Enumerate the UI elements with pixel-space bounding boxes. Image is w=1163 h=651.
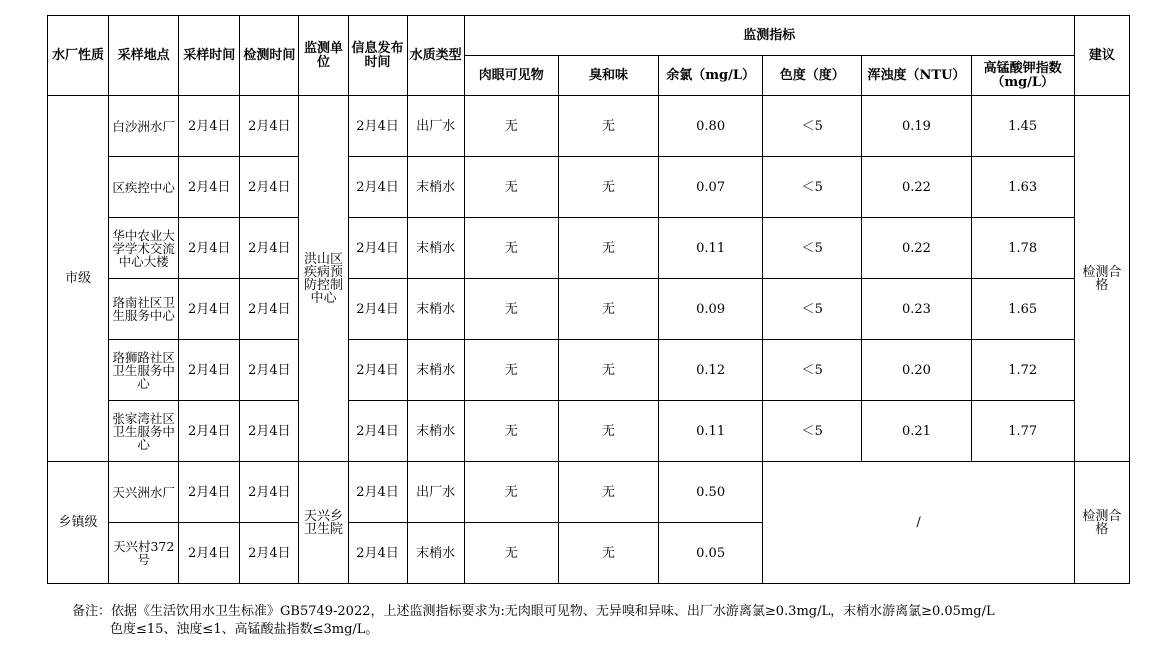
header-indicators: 监测指标: [464, 16, 1074, 56]
water-type: 出厂水: [407, 462, 464, 523]
test-date: 2月4日: [240, 218, 299, 279]
sample-date: 2月4日: [179, 523, 240, 584]
visible-matter: 无: [464, 157, 558, 218]
turbidity: 0.21: [862, 401, 971, 462]
kmno4: 1.45: [971, 96, 1074, 157]
chlorine: 0.12: [659, 340, 763, 401]
water-type: 末梢水: [407, 340, 464, 401]
test-date: 2月4日: [240, 401, 299, 462]
visible-matter: 无: [464, 218, 558, 279]
publish-date: 2月4日: [348, 218, 407, 279]
water-type: 末梢水: [407, 401, 464, 462]
sampling-site-text: 珞狮路社区卫生服务中心: [112, 349, 175, 391]
sampling-site-text: 天兴洲水厂: [112, 484, 175, 500]
table-row: [48, 279, 1130, 340]
table-row: [48, 462, 1130, 523]
header-unit: 监测单位: [299, 16, 348, 96]
header-visible-matter: 肉眼可见物: [464, 56, 558, 96]
advice-text: 检测合格: [1082, 264, 1122, 293]
odor: 无: [558, 218, 658, 279]
sampling-site: [109, 279, 179, 340]
turbidity: 0.19: [862, 96, 971, 157]
odor: 无: [558, 96, 658, 157]
plant-level: 市级: [48, 96, 109, 462]
chlorine: 0.50: [659, 462, 763, 523]
turbidity: 0.22: [862, 218, 971, 279]
footnote-line-2: 色度≤15、浊度≤1、高锰酸盐指数≤3mg/L。: [110, 622, 379, 637]
sampling-site-text: 天兴村372号: [112, 539, 175, 567]
sample-date: 2月4日: [179, 157, 240, 218]
header-sample-time: 采样时间: [179, 16, 240, 96]
publish-date: 2月4日: [348, 157, 407, 218]
header-site: 采样地点: [109, 16, 179, 96]
test-date: 2月4日: [240, 157, 299, 218]
sample-date: 2月4日: [179, 462, 240, 523]
odor: 无: [558, 401, 658, 462]
kmno4: 1.72: [971, 340, 1074, 401]
table-row: [48, 157, 1130, 218]
advice: [1074, 462, 1129, 584]
table-row: [48, 340, 1130, 401]
chlorine: 0.09: [659, 279, 763, 340]
sample-date: 2月4日: [179, 401, 240, 462]
sampling-site: [109, 523, 179, 584]
sampling-site: [109, 96, 179, 157]
chlorine: 0.11: [659, 401, 763, 462]
water-type: 末梢水: [407, 279, 464, 340]
color: ＜5: [763, 401, 862, 462]
header-test-time: 检测时间: [240, 16, 299, 96]
sampling-site: [109, 340, 179, 401]
sampling-site-text: 珞南社区卫生服务中心: [112, 295, 175, 323]
chlorine: 0.80: [659, 96, 763, 157]
header-kmno4: 高锰酸钾指数（mg/L）: [971, 56, 1074, 96]
header-advice: 建议: [1074, 16, 1129, 96]
plant-level: 乡镇级: [48, 462, 109, 584]
chlorine: 0.05: [659, 523, 763, 584]
turbidity: 0.23: [862, 279, 971, 340]
visible-matter: 无: [464, 523, 558, 584]
color: ＜5: [763, 340, 862, 401]
sample-date: 2月4日: [179, 340, 240, 401]
header-color: 色度（度）: [763, 56, 862, 96]
sampling-site-text: 张家湾社区卫生服务中心: [112, 410, 175, 452]
footnote: [72, 603, 1152, 639]
header-odor: 臭和味: [558, 56, 658, 96]
water-type: 末梢水: [407, 523, 464, 584]
chlorine: 0.07: [659, 157, 763, 218]
kmno4: 1.78: [971, 218, 1074, 279]
publish-date: 2月4日: [348, 523, 407, 584]
monitoring-unit-text: 天兴乡卫生院: [303, 508, 343, 537]
color: ＜5: [763, 96, 862, 157]
monitoring-unit-text: 洪山区疾病预防控制中心: [303, 251, 343, 306]
monitoring-unit: [299, 96, 348, 462]
publish-date: 2月4日: [348, 340, 407, 401]
sample-date: 2月4日: [179, 96, 240, 157]
sampling-site: [109, 401, 179, 462]
water-type: 出厂水: [407, 96, 464, 157]
publish-date: 2月4日: [348, 462, 407, 523]
turbidity: 0.22: [862, 157, 971, 218]
test-date: 2月4日: [240, 279, 299, 340]
turbidity: 0.20: [862, 340, 971, 401]
chlorine: 0.11: [659, 218, 763, 279]
color: ＜5: [763, 218, 862, 279]
sampling-site: [109, 218, 179, 279]
odor: 无: [558, 462, 658, 523]
test-date: 2月4日: [240, 523, 299, 584]
header-turbidity: 浑浊度（NTU）: [862, 56, 971, 96]
advice-text: 检测合格: [1082, 508, 1122, 537]
not-applicable: /: [763, 462, 1075, 584]
odor: 无: [558, 340, 658, 401]
visible-matter: 无: [464, 401, 558, 462]
sampling-site: [109, 462, 179, 523]
table-row: [48, 218, 1130, 279]
visible-matter: 无: [464, 462, 558, 523]
water-type: 末梢水: [407, 218, 464, 279]
monitoring-unit: [299, 462, 348, 584]
color: ＜5: [763, 157, 862, 218]
table-row: [48, 96, 1130, 157]
water-type: 末梢水: [407, 157, 464, 218]
visible-matter: 无: [464, 96, 558, 157]
header-publish-time: 信息发布时间: [348, 16, 407, 96]
visible-matter: 无: [464, 340, 558, 401]
table-row: [48, 401, 1130, 462]
publish-date: 2月4日: [348, 279, 407, 340]
test-date: 2月4日: [240, 340, 299, 401]
sample-date: 2月4日: [179, 218, 240, 279]
header-water-type: 水质类型: [407, 16, 464, 96]
test-date: 2月4日: [240, 462, 299, 523]
header-plant-type: 水厂性质: [48, 16, 109, 96]
kmno4: 1.63: [971, 157, 1074, 218]
odor: 无: [558, 157, 658, 218]
odor: 无: [558, 279, 658, 340]
kmno4: 1.77: [971, 401, 1074, 462]
water-quality-table: [47, 15, 1130, 584]
sampling-site-text: 区疾控中心: [112, 179, 175, 195]
odor: 无: [558, 523, 658, 584]
kmno4: 1.65: [971, 279, 1074, 340]
sampling-site: [109, 157, 179, 218]
sampling-site-text: 华中农业大学学术交流中心大楼: [112, 227, 175, 269]
sample-date: 2月4日: [179, 279, 240, 340]
footnote-line-1: 备注：依据《生活饮用水卫生标准》GB5749-2022，上述监测指标要求为:无肉眼可见物、无异嗅和异味、出厂水游离氯≥0.3mg/L，末梢水游离氯≥0.05mg/L: [72, 604, 995, 619]
visible-matter: 无: [464, 279, 558, 340]
publish-date: 2月4日: [348, 401, 407, 462]
test-date: 2月4日: [240, 96, 299, 157]
publish-date: 2月4日: [348, 96, 407, 157]
advice: [1074, 96, 1129, 462]
header-chlorine: 余氯（mg/L）: [659, 56, 763, 96]
sampling-site-text: 白沙洲水厂: [112, 118, 175, 134]
color: ＜5: [763, 279, 862, 340]
